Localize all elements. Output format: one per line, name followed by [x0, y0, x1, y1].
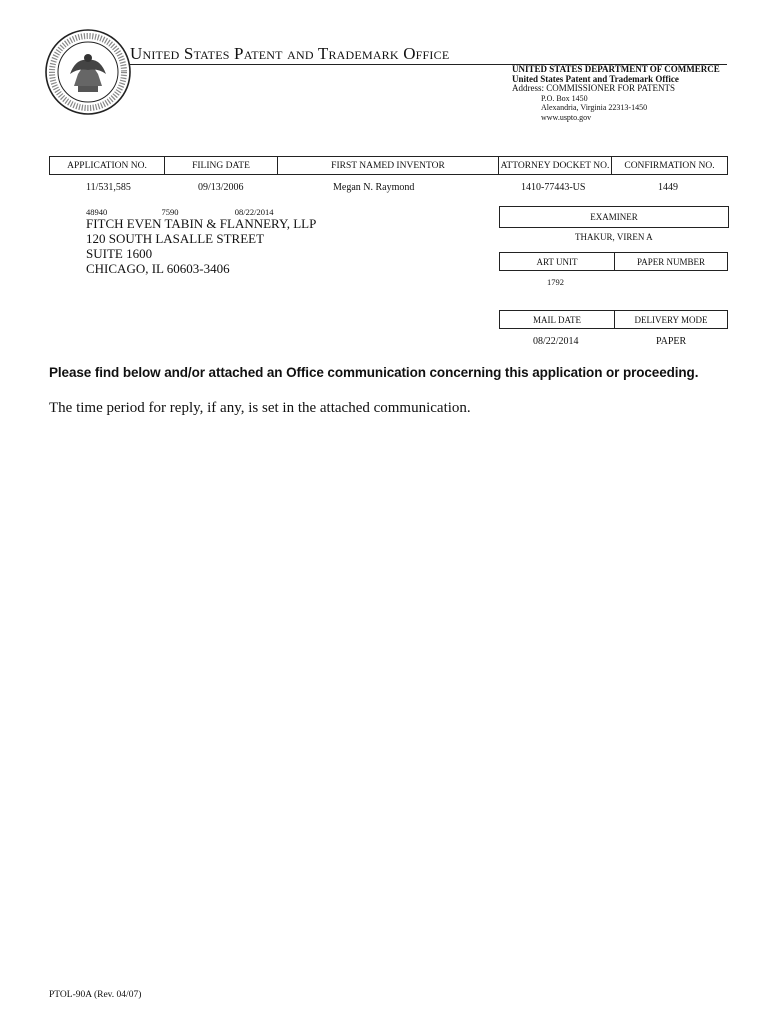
- delivery-mode-value: PAPER: [656, 336, 687, 347]
- uspto-seal-icon: [44, 28, 132, 116]
- header-application-no: APPLICATION NO.: [50, 157, 165, 175]
- customer-no: 48940: [86, 207, 108, 217]
- header-first-named-inventor: FIRST NAMED INVENTOR: [278, 157, 499, 175]
- header-filing-date: FILING DATE: [165, 157, 278, 175]
- first-named-inventor: Megan N. Raymond: [333, 182, 415, 193]
- department-address: [512, 65, 720, 122]
- attorney-docket-no: 1410-77443-US: [521, 182, 586, 193]
- correspondence-date: 08/22/2014: [234, 207, 274, 217]
- sub-office-name: United States Patent and Trademark Office: [512, 73, 679, 84]
- address-line: Address: COMMISSIONER FOR PATENTS: [512, 83, 675, 93]
- confirmation-no: 1449: [658, 182, 678, 193]
- art-unit-table: [499, 252, 728, 271]
- reply-period-text: The time period for reply, if any, is set in the attached communication.: [49, 400, 471, 416]
- correspondence-code: 7590: [161, 207, 179, 217]
- paper-number-label: PAPER NUMBER: [615, 253, 728, 271]
- art-unit-value: 1792: [547, 277, 564, 287]
- application-no: 11/531,585: [86, 182, 131, 193]
- city-line: Alexandria, Virginia 22313-1450: [541, 103, 648, 112]
- filing-date: 09/13/2006: [198, 182, 244, 193]
- application-header-table: [49, 156, 728, 175]
- street-line: 120 SOUTH LASALLE STREET: [86, 231, 265, 246]
- office-title: United States Patent and Trademark Office: [130, 44, 450, 63]
- office-communication-notice: Please find below and/or attached an Office communication concerning this application or proceeding.: [49, 365, 699, 380]
- correspondence-address: [86, 216, 316, 276]
- delivery-mode-label: DELIVERY MODE: [615, 311, 728, 329]
- suite-line: SUITE 1600: [86, 246, 153, 261]
- firm-name: FITCH EVEN TABIN & FLANNERY, LLP: [86, 216, 317, 231]
- city-state-zip: CHICAGO, IL 60603-3406: [86, 261, 230, 276]
- art-unit-label: ART UNIT: [500, 253, 615, 271]
- header-confirmation-no: CONFIRMATION NO.: [612, 157, 728, 175]
- form-id: PTOL-90A (Rev. 04/07): [49, 990, 142, 1000]
- department-name: UNITED STATES DEPARTMENT OF COMMERCE: [512, 64, 720, 74]
- mail-date-label: MAIL DATE: [500, 311, 615, 329]
- mail-date-value: 08/22/2014: [533, 336, 579, 347]
- website: www.uspto.gov: [541, 112, 592, 122]
- examiner-label: EXAMINER: [590, 212, 638, 222]
- po-box: P.O. Box 1450: [541, 93, 588, 103]
- mailing-table: [499, 310, 728, 329]
- examiner-label-box: [499, 206, 729, 228]
- examiner-name: THAKUR, VIREN A: [575, 232, 653, 242]
- header-attorney-docket-no: ATTORNEY DOCKET NO.: [499, 157, 612, 175]
